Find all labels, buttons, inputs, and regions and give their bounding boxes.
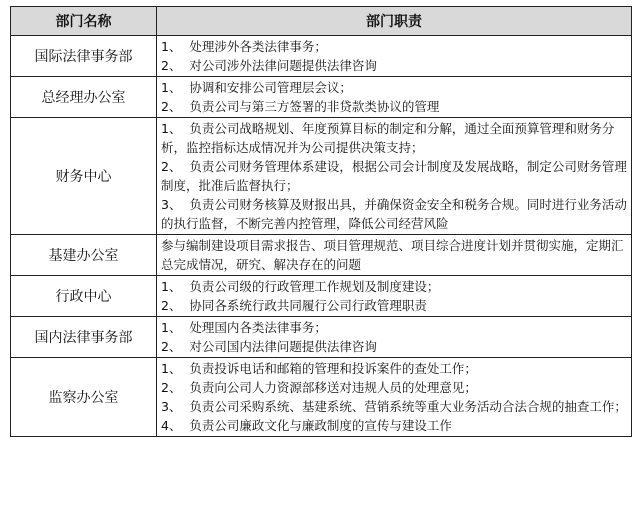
table-row bbox=[11, 77, 632, 118]
duty-item: 2、 负责公司与第三方签署的非贷款类协议的管理 bbox=[161, 99, 440, 114]
department-name-cell: 国内法律事务部 bbox=[11, 317, 157, 358]
duty-item: 1、 负责公司级的行政管理工作规划及制度建设； bbox=[161, 279, 440, 294]
header-department-duties: 部门职责 bbox=[157, 7, 632, 36]
duty-item: 2、 对公司国内法律问题提供法律咨询 bbox=[161, 339, 377, 354]
duty-item: 2、 负责公司财务管理体系建设，根据公司会计制度及发展战略，制定公司财务管理制度，批准后监督执行； bbox=[161, 159, 627, 193]
department-duties-cell bbox=[157, 235, 632, 276]
table-row bbox=[11, 317, 632, 358]
duty-item: 1、 负责公司战略规划、年度预算目标的制定和分解，通过全面预算管理和财务分析，监控指标达成情况并为公司提供决策支持； bbox=[161, 121, 615, 155]
duty-item: 2、 协同各系统行政共同履行公司行政管理职责 bbox=[161, 298, 427, 313]
table-row bbox=[11, 235, 632, 276]
department-duties-cell bbox=[157, 36, 632, 77]
department-name-cell: 行政中心 bbox=[11, 276, 157, 317]
department-duties-cell bbox=[157, 77, 632, 118]
department-duties-table bbox=[10, 6, 632, 437]
duty-item: 1、 协调和安排公司管理层会议； bbox=[161, 80, 352, 95]
duty-item: 1、 处理国内各类法律事务； bbox=[161, 320, 327, 335]
duty-item: 参与编制建设项目需求报告、项目管理规范、项目综合进度计划并贯彻实施，定期汇总完成情况，研究、解决存在的问题 bbox=[161, 238, 624, 272]
department-duties-cell bbox=[157, 317, 632, 358]
department-name-cell: 财务中心 bbox=[11, 118, 157, 235]
duty-item: 3、 负责公司财务核算及财报出具，并确保资金安全和税务合规。同时进行业务活动的执行监督，不断完善内控管理，降低公司经营风险 bbox=[161, 197, 627, 231]
duty-item: 2、 对公司涉外法律问题提供法律咨询 bbox=[161, 58, 377, 73]
table-header-row bbox=[11, 7, 632, 36]
duty-item: 4、 负责公司廉政文化与廉政制度的宣传与建设工作 bbox=[161, 418, 452, 433]
duty-item: 3、 负责公司采购系统、基建系统、营销系统等重大业务活动合法合规的抽查工作； bbox=[161, 399, 627, 414]
duty-item: 1、 处理涉外各类法律事务； bbox=[161, 39, 327, 54]
table-row bbox=[11, 276, 632, 317]
table-row bbox=[11, 36, 632, 77]
header-department-name: 部门名称 bbox=[11, 7, 157, 36]
department-name-cell: 总经理办公室 bbox=[11, 77, 157, 118]
table-row bbox=[11, 118, 632, 235]
department-duties-cell bbox=[157, 118, 632, 235]
department-name-cell: 基建办公室 bbox=[11, 235, 157, 276]
department-name-cell: 监察办公室 bbox=[11, 358, 157, 437]
department-duties-cell bbox=[157, 358, 632, 437]
duty-item: 1、 负责投诉电话和邮箱的管理和投诉案件的查处工作； bbox=[161, 361, 477, 376]
department-duties-cell bbox=[157, 276, 632, 317]
department-name-cell: 国际法律事务部 bbox=[11, 36, 157, 77]
department-table-container bbox=[10, 6, 631, 437]
table-row bbox=[11, 358, 632, 437]
duty-item: 2、 负责向公司人力资源部移送对违规人员的处理意见； bbox=[161, 380, 477, 395]
